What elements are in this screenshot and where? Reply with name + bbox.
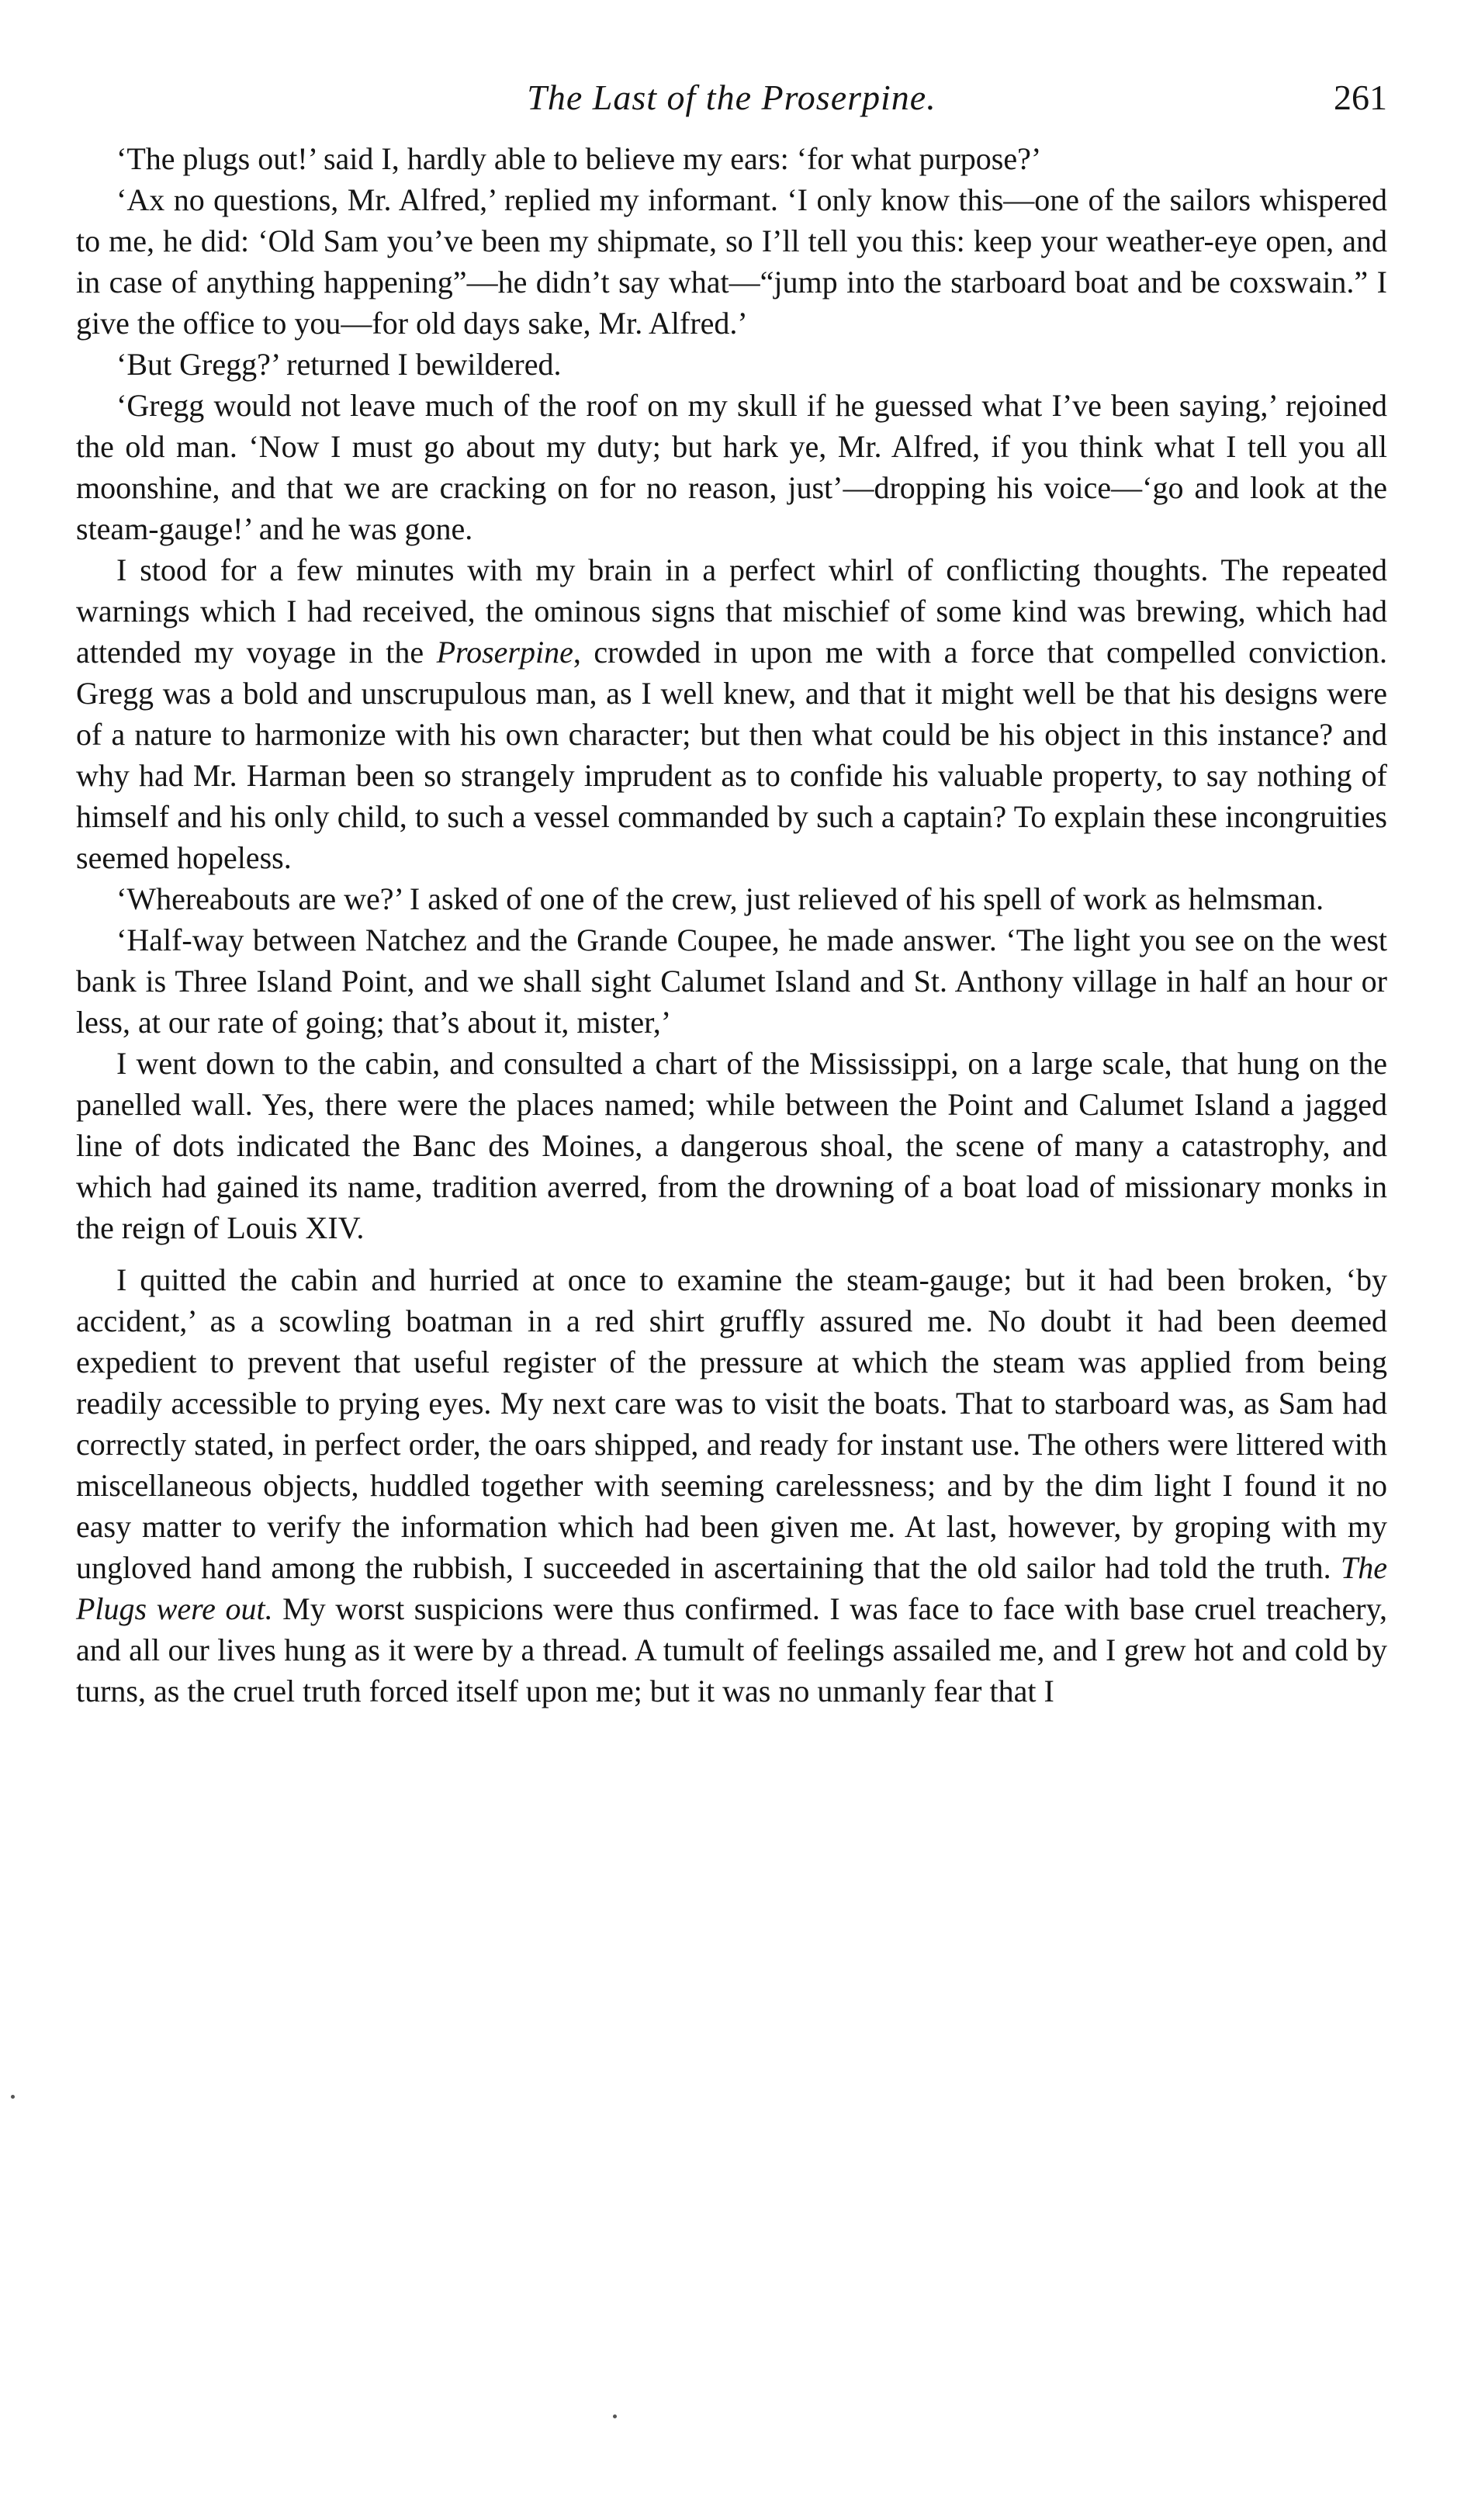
paragraph-3: ‘But Gregg?’ returned I bewildered. (116, 347, 562, 382)
running-header (76, 74, 1387, 138)
page-speck (11, 2095, 15, 2099)
book-page (76, 74, 1387, 1712)
paragraph-2: ‘Ax no questions, Mr. Alfred,’ replied my informant. ‘I only know this—one of the sailors whispered to me, he did: ‘Old Sam you’ve been my shipmate, so I’ll tell you this: keep your weather-eye open, and in case of anything happening”—he didn’t say what—“jump into the starboard boat and be coxswain.” I give the office to you—for old days sake, Mr. Alfred.’ (76, 182, 1387, 341)
page-number: 261 (1334, 78, 1387, 117)
body-text (76, 138, 1387, 1712)
paragraph-4: ‘Gregg would not leave much of the roof on my skull if he guessed what I’ve been saying,’ rejoined the old man. ‘Now I must go about my duty; but hark ye, Mr. Alfred, if you think what I tell you all moonshine, and that we are cracking on for no reason, just’—dropping his voice—‘go and look at the steam-gauge!’ and he was gone. (76, 388, 1387, 546)
italic-phrase: The Plugs were out. (76, 1550, 1387, 1626)
page-speck (613, 2414, 617, 2418)
paragraph-1: ‘The plugs out!’ said I, hardly able to believe my ears: ‘for what purpose?’ (116, 141, 1042, 176)
paragraph-7: ‘Half-way between Natchez and the Grande Coupee, he made answer. ‘The light you see on the west bank is Three Island Point, and we shall sight Calumet Island and St. Anthony village in half an hour or less, at our rate of going; that’s about it, mister,’ (76, 922, 1387, 1040)
paragraph-9: I quitted the cabin and hurried at once to examine the steam-gauge; but it had been broken, ‘by accident,’ as a scowling boatman in a red shirt gruffly assured me. No doubt it had been deemed expedient to prevent that useful register of the pressure at which the steam was applied from being readily accessible to prying eyes. My next care was to visit the boats. That to starboard was, as Sam had correctly stated, in perfect order, the oars shipped, and ready for instant use. The others were littered with miscellaneous objects, huddled together with seeming carelessness; and by the dim light I found it no easy matter to verify the information which had been given me. At last, however, by groping with my ungloved hand among the rubbish, I succeeded in ascertaining that the old sailor had told the truth. The Plugs were out. My worst suspicions were thus confirmed. I was face to face with base cruel treachery, and all our lives hung as it were by a thread. A tumult of feelings assailed me, and I grew hot and cold by turns, as the cruel truth forced itself upon me; but it was no unmanly fear that I (76, 1262, 1388, 1708)
paragraph-6: ‘Whereabouts are we?’ I asked of one of the crew, just relieved of his spell of work as helmsman. (116, 881, 1324, 916)
italic-phrase: Proserpine (436, 635, 573, 670)
paragraph-8: I went down to the cabin, and consulted a chart of the Mississippi, on a large scale, that hung on the panelled wall. Yes, there were the places named; while between the Point and Calumet Island a jagged line of dots indicated the Banc des Moines, a dangerous shoal, the scene of many a catastrophy, and which had gained its name, tradition averred, from the drowning of a boat load of missionary monks in the reign of Louis XIV. (76, 1046, 1387, 1245)
paragraph-5: I stood for a few minutes with my brain in a perfect whirl of conflicting thoughts. The repeated warnings which I had received, the ominous signs that mischief of some kind was brewing, which had attended my voyage in the Proserpine, crowded in upon me with a force that compelled conviction. Gregg was a bold and unscrupulous man, as I well knew, and that it might well be that his designs were of a nature to harmonize with his own character; but then what could be his object in this instance? and why had Mr. Harman been so strangely imprudent as to confide his valuable property, to say nothing of himself and his only child, to such a vessel commanded by such a captain? To explain these incongruities seemed hopeless. (76, 552, 1388, 875)
running-title: The Last of the Proserpine. (527, 78, 936, 117)
